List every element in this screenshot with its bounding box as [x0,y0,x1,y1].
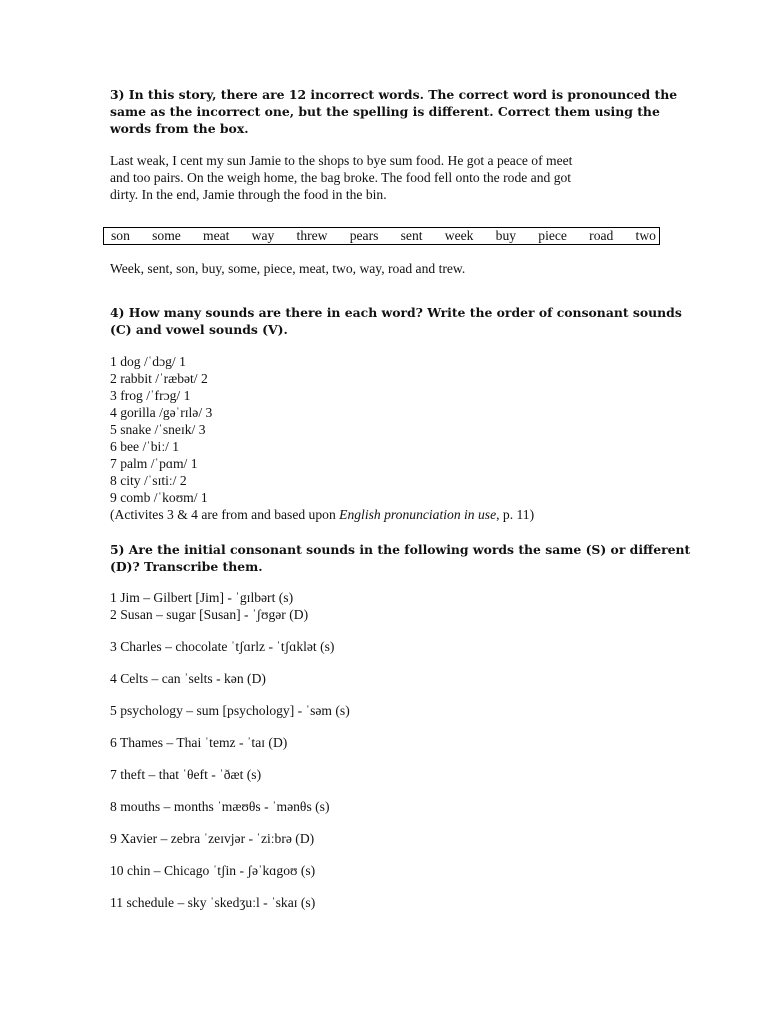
list-item: 3 Charles – chocolate ˈtʃɑrlz - ˈtʃɑklət (s) [110,639,335,654]
question-3-heading [110,86,678,137]
word-box-item: some [152,228,181,243]
list-item: 9 Xavier – zebra ˈzeɪvjər - ˈziːbrə (D) [110,831,315,846]
answer-line: Week, sent, son, buy, some, piece, meat, two, way, road and trew. [110,261,466,276]
story-line: and too pairs. On the weigh home, the bag broke. The food fell onto the rode and got [110,170,572,185]
list-item: 3 frog /ˈfrɔg/ 1 [110,388,191,403]
word-box-item: threw [296,228,328,243]
list-item: 1 Jim – Gilbert [Jim] - ˈgɪlbərt (s) [110,590,294,605]
question-3-heading-line: words from the box. [110,121,249,136]
story-paragraph [110,152,662,203]
word-box-item: piece [538,228,567,243]
question-4-list [110,353,662,523]
question-5-heading-line: (D)? Transcribe them. [110,559,263,574]
list-item: 9 comb /ˈkoʊm/ 1 [110,490,208,505]
list-item: 2 Susan – sugar [Susan] - ˈʃʊgər (D) [110,607,309,622]
source-prefix: (Activites 3 & 4 are from and based upon [110,507,340,522]
list-item: 8 city /ˈsɪtiː/ 2 [110,473,187,488]
list-item: 7 theft – that ˈθeft - ˈðæt (s) [110,767,262,782]
word-box-item: way [251,228,275,243]
question-5-heading-line: 5) Are the initial consonant sounds in the following words the same (S) or different [110,542,691,557]
word-box-item: road [589,228,614,243]
word-box-item: buy [495,228,517,243]
worksheet-page [110,86,691,911]
list-item: 4 gorilla /gəˈrɪlə/ 3 [110,405,213,420]
list-item: 2 rabbit /ˈræbət/ 2 [110,371,208,386]
question-3-heading-line: 3) In this story, there are 12 incorrect words. The correct word is pronounced the [110,87,678,102]
question-3-answer [110,260,662,277]
list-item: 1 dog /ˈdɔg/ 1 [110,354,186,369]
question-4-heading-line: (C) and vowel sounds (V). [110,322,288,337]
list-item: 4 Celts – can ˈselts - kən (D) [110,671,266,686]
word-box-item: sent [400,228,423,243]
question-3-heading-line: same as the incorrect one, but the spelling is different. Correct them using the [110,104,660,119]
source-note [110,506,662,523]
question-4-heading [110,304,682,338]
list-item: 6 bee /ˈbiː/ 1 [110,439,180,454]
source-suffix: , p. 11) [496,507,535,522]
question-5-list [110,589,662,911]
question-5-heading [110,541,691,575]
word-box-item: week [444,228,474,243]
list-item: 5 psychology – sum [psychology] - ˈsəm (s) [110,703,350,718]
list-item: 5 snake /ˈsneɪk/ 3 [110,422,206,437]
list-item: 8 mouths – months ˈmæʊθs - ˈmənθs (s) [110,799,330,814]
list-item: 6 Thames – Thai ˈtemz - ˈtaɪ (D) [110,735,288,750]
list-item: 10 chin – Chicago ˈtʃin - ʃəˈkɑgoʊ (s) [110,863,316,878]
word-box [103,227,660,245]
story-line: dirty. In the end, Jamie through the food in the bin. [110,187,387,202]
story-line: Last weak, I cent my sun Jamie to the shops to bye sum food. He got a peace of meet [110,153,573,168]
word-box-item: two [635,228,656,243]
word-box-item: meat [203,228,230,243]
word-box-item: pears [349,228,379,243]
word-box-item: son [111,228,130,243]
list-item: 7 palm /ˈpɑm/ 1 [110,456,198,471]
source-book-title: English pronunciation in use [339,507,497,522]
list-item: 11 schedule – sky ˈskedʒuːl - ˈskaɪ (s) [110,895,316,910]
question-4-heading-line: 4) How many sounds are there in each word? Write the order of consonant sounds [110,305,682,320]
